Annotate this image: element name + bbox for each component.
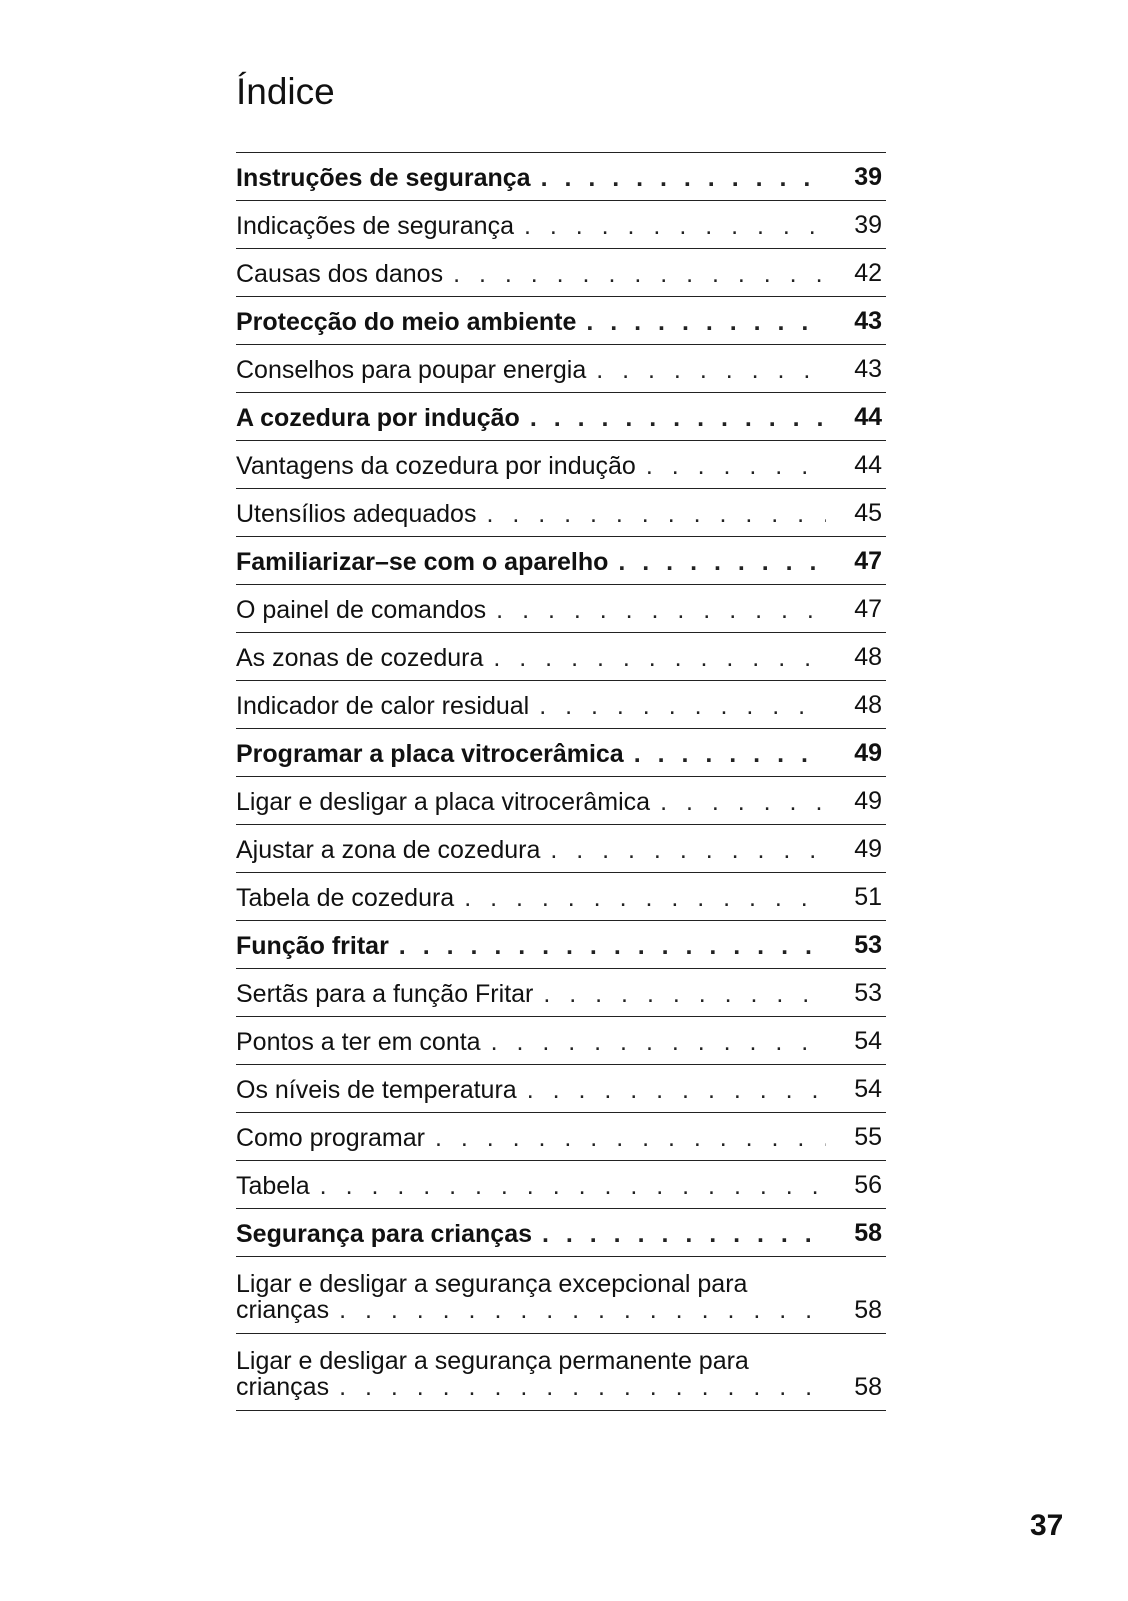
toc-page-number: 47 [854, 595, 882, 623]
toc-section[interactable] [236, 153, 886, 201]
toc-title-text: crianças [236, 1296, 330, 1323]
dot-leader [339, 1374, 826, 1400]
toc-entry-title [236, 309, 826, 335]
toc-title-line [236, 837, 826, 863]
toc-entry-title [236, 357, 826, 383]
toc-entry[interactable] [236, 1257, 886, 1334]
dot-leader [596, 357, 826, 383]
toc-title-line [236, 933, 826, 959]
toc-entry[interactable] [236, 777, 886, 825]
toc-entry-title [236, 453, 826, 479]
toc-entry-title [236, 1029, 826, 1055]
toc-page-number: 56 [854, 1171, 882, 1199]
toc-title-line [236, 1297, 826, 1323]
toc-title-text: Tabela de cozedura [236, 885, 455, 911]
dot-leader [435, 1125, 826, 1151]
toc-page-number: 51 [854, 883, 882, 911]
toc-entry[interactable] [236, 201, 886, 249]
toc-entry[interactable] [236, 1161, 886, 1209]
toc-title-text: Ajustar a zona de cozedura [236, 837, 541, 863]
toc-title-line [236, 1374, 826, 1400]
dot-leader [320, 1173, 826, 1199]
toc-title-text: Conselhos para poupar energia [236, 357, 587, 383]
dot-leader [543, 981, 826, 1007]
toc-section[interactable] [236, 729, 886, 777]
toc-page-number: 55 [854, 1123, 882, 1151]
dot-leader [541, 165, 826, 191]
toc-entry-title [236, 405, 826, 431]
toc-page-number: 45 [854, 499, 882, 527]
toc-title-line [236, 1029, 826, 1055]
toc-entry-title [236, 1173, 826, 1199]
toc-title-text: A cozedura por indução [236, 405, 520, 431]
toc-entry[interactable] [236, 825, 886, 873]
dot-leader [646, 453, 826, 479]
toc-entry-title [236, 885, 826, 911]
dot-leader [399, 933, 826, 959]
toc-title-text: Ligar e desligar a placa vitrocerâmica [236, 789, 651, 815]
table-of-contents [236, 152, 886, 1411]
toc-page-number: 58 [854, 1219, 882, 1247]
toc-title-line [236, 645, 826, 671]
toc-title-line [236, 981, 826, 1007]
toc-entry-title [236, 693, 826, 719]
toc-title-text: Tabela [236, 1173, 310, 1199]
toc-section[interactable] [236, 921, 886, 969]
toc-entry-title [236, 597, 826, 623]
toc-entry[interactable] [236, 969, 886, 1017]
dot-leader [618, 549, 826, 575]
toc-title-text: crianças [236, 1373, 330, 1400]
toc-entry-title [236, 549, 826, 575]
toc-page-number: 54 [854, 1075, 882, 1103]
toc-title-line [236, 741, 826, 767]
toc-entry[interactable] [236, 1017, 886, 1065]
toc-entry[interactable] [236, 633, 886, 681]
toc-entry-title [236, 213, 826, 239]
toc-entry-title [236, 165, 826, 191]
toc-title-line [236, 789, 826, 815]
dot-leader [527, 1077, 826, 1103]
toc-entry[interactable] [236, 345, 886, 393]
toc-title-line [236, 1221, 826, 1247]
toc-page-number: 49 [854, 787, 882, 815]
toc-title-line [236, 357, 826, 383]
dot-leader [491, 1029, 826, 1055]
toc-entry[interactable] [236, 585, 886, 633]
toc-page-number: 44 [854, 403, 882, 431]
toc-entry-title [236, 1271, 826, 1323]
toc-title-text: Familiarizar–se com o aparelho [236, 549, 609, 575]
toc-title-line [236, 1348, 826, 1374]
toc-title-text: As zonas de cozedura [236, 645, 484, 671]
toc-page-number: 48 [854, 691, 882, 719]
toc-entry[interactable] [236, 249, 886, 297]
dot-leader [586, 309, 826, 335]
toc-page-number: 44 [854, 451, 882, 479]
toc-entry-title [236, 1221, 826, 1247]
toc-title-text: Sertãs para a função Fritar [236, 981, 534, 1007]
toc-title-text: Pontos a ter em conta [236, 1029, 481, 1055]
toc-entry[interactable] [236, 1334, 886, 1411]
toc-title-text: Protecção do meio ambiente [236, 309, 577, 335]
dot-leader [542, 1221, 826, 1247]
toc-title-line [236, 261, 826, 287]
toc-page-number: 42 [854, 259, 882, 287]
dot-leader [530, 405, 826, 431]
toc-title-text: O painel de comandos [236, 597, 487, 623]
toc-title-text: Ligar e desligar a segurança excepcional para [236, 1271, 748, 1298]
toc-page-number: 53 [854, 979, 882, 1007]
dot-leader [539, 693, 826, 719]
toc-entry[interactable] [236, 681, 886, 729]
toc-section[interactable] [236, 393, 886, 441]
toc-entry[interactable] [236, 1113, 886, 1161]
toc-title-text: Utensílios adequados [236, 501, 477, 527]
toc-entry-title [236, 741, 826, 767]
toc-section[interactable] [236, 537, 886, 585]
toc-entry-title [236, 261, 826, 287]
toc-entry-title [236, 981, 826, 1007]
toc-title-text: Indicações de segurança [236, 213, 514, 239]
toc-page-number: 54 [854, 1027, 882, 1055]
toc-page-number: 53 [854, 931, 882, 959]
toc-title-line [236, 165, 826, 191]
toc-entry-title [236, 1125, 826, 1151]
toc-title-text: Ligar e desligar a segurança permanente para [236, 1348, 749, 1375]
toc-title-line [236, 1173, 826, 1199]
toc-page-number: 43 [854, 307, 882, 335]
toc-title-text: Causas dos danos [236, 261, 444, 287]
toc-title-text: Como programar [236, 1125, 425, 1151]
toc-title-text: Função fritar [236, 933, 389, 959]
toc-title-line [236, 1077, 826, 1103]
toc-title-line [236, 885, 826, 911]
dot-leader [486, 501, 826, 527]
toc-entry-title [236, 933, 826, 959]
dot-leader [660, 789, 826, 815]
toc-title-text: Instruções de segurança [236, 165, 531, 191]
toc-page-number: 49 [854, 835, 882, 863]
toc-page-number: 43 [854, 355, 882, 383]
toc-entry-title [236, 501, 826, 527]
toc-title-line [236, 1125, 826, 1151]
toc-title-line [236, 693, 826, 719]
toc-page-number: 58 [854, 1373, 882, 1401]
toc-entry-title [236, 1077, 826, 1103]
toc-page-number: 48 [854, 643, 882, 671]
toc-entry[interactable] [236, 1065, 886, 1113]
page-title: Índice [236, 71, 335, 112]
toc-page-number: 49 [854, 739, 882, 767]
toc-entry[interactable] [236, 489, 886, 537]
toc-title-text: Programar a placa vitrocerâmica [236, 741, 624, 767]
toc-title-line [236, 213, 826, 239]
toc-title-line [236, 549, 826, 575]
dot-leader [496, 597, 826, 623]
toc-title-line [236, 1271, 826, 1297]
toc-page-number: 58 [854, 1296, 882, 1324]
toc-entry-title [236, 1348, 826, 1400]
page-number: 37 [1030, 1509, 1064, 1542]
toc-entry-title [236, 645, 826, 671]
toc-section[interactable] [236, 297, 886, 345]
toc-page-number: 39 [854, 211, 882, 239]
toc-entry-title [236, 789, 826, 815]
dot-leader [453, 261, 826, 287]
toc-title-text: Os níveis de temperatura [236, 1077, 517, 1103]
dot-leader [524, 213, 826, 239]
toc-title-text: Vantagens da cozedura por indução [236, 453, 636, 479]
toc-title-line [236, 453, 826, 479]
toc-title-line [236, 501, 826, 527]
dot-leader [634, 741, 826, 767]
toc-page-number: 47 [854, 547, 882, 575]
toc-entry-title [236, 837, 826, 863]
toc-title-text: Segurança para crianças [236, 1221, 532, 1247]
dot-leader [464, 885, 826, 911]
toc-page-number: 39 [854, 163, 882, 191]
toc-entry[interactable] [236, 441, 886, 489]
toc-title-text: Indicador de calor residual [236, 693, 530, 719]
dot-leader [339, 1297, 826, 1323]
toc-title-line [236, 597, 826, 623]
toc-title-line [236, 405, 826, 431]
dot-leader [550, 837, 826, 863]
toc-entry[interactable] [236, 873, 886, 921]
toc-title-line [236, 309, 826, 335]
dot-leader [493, 645, 826, 671]
toc-section[interactable] [236, 1209, 886, 1257]
